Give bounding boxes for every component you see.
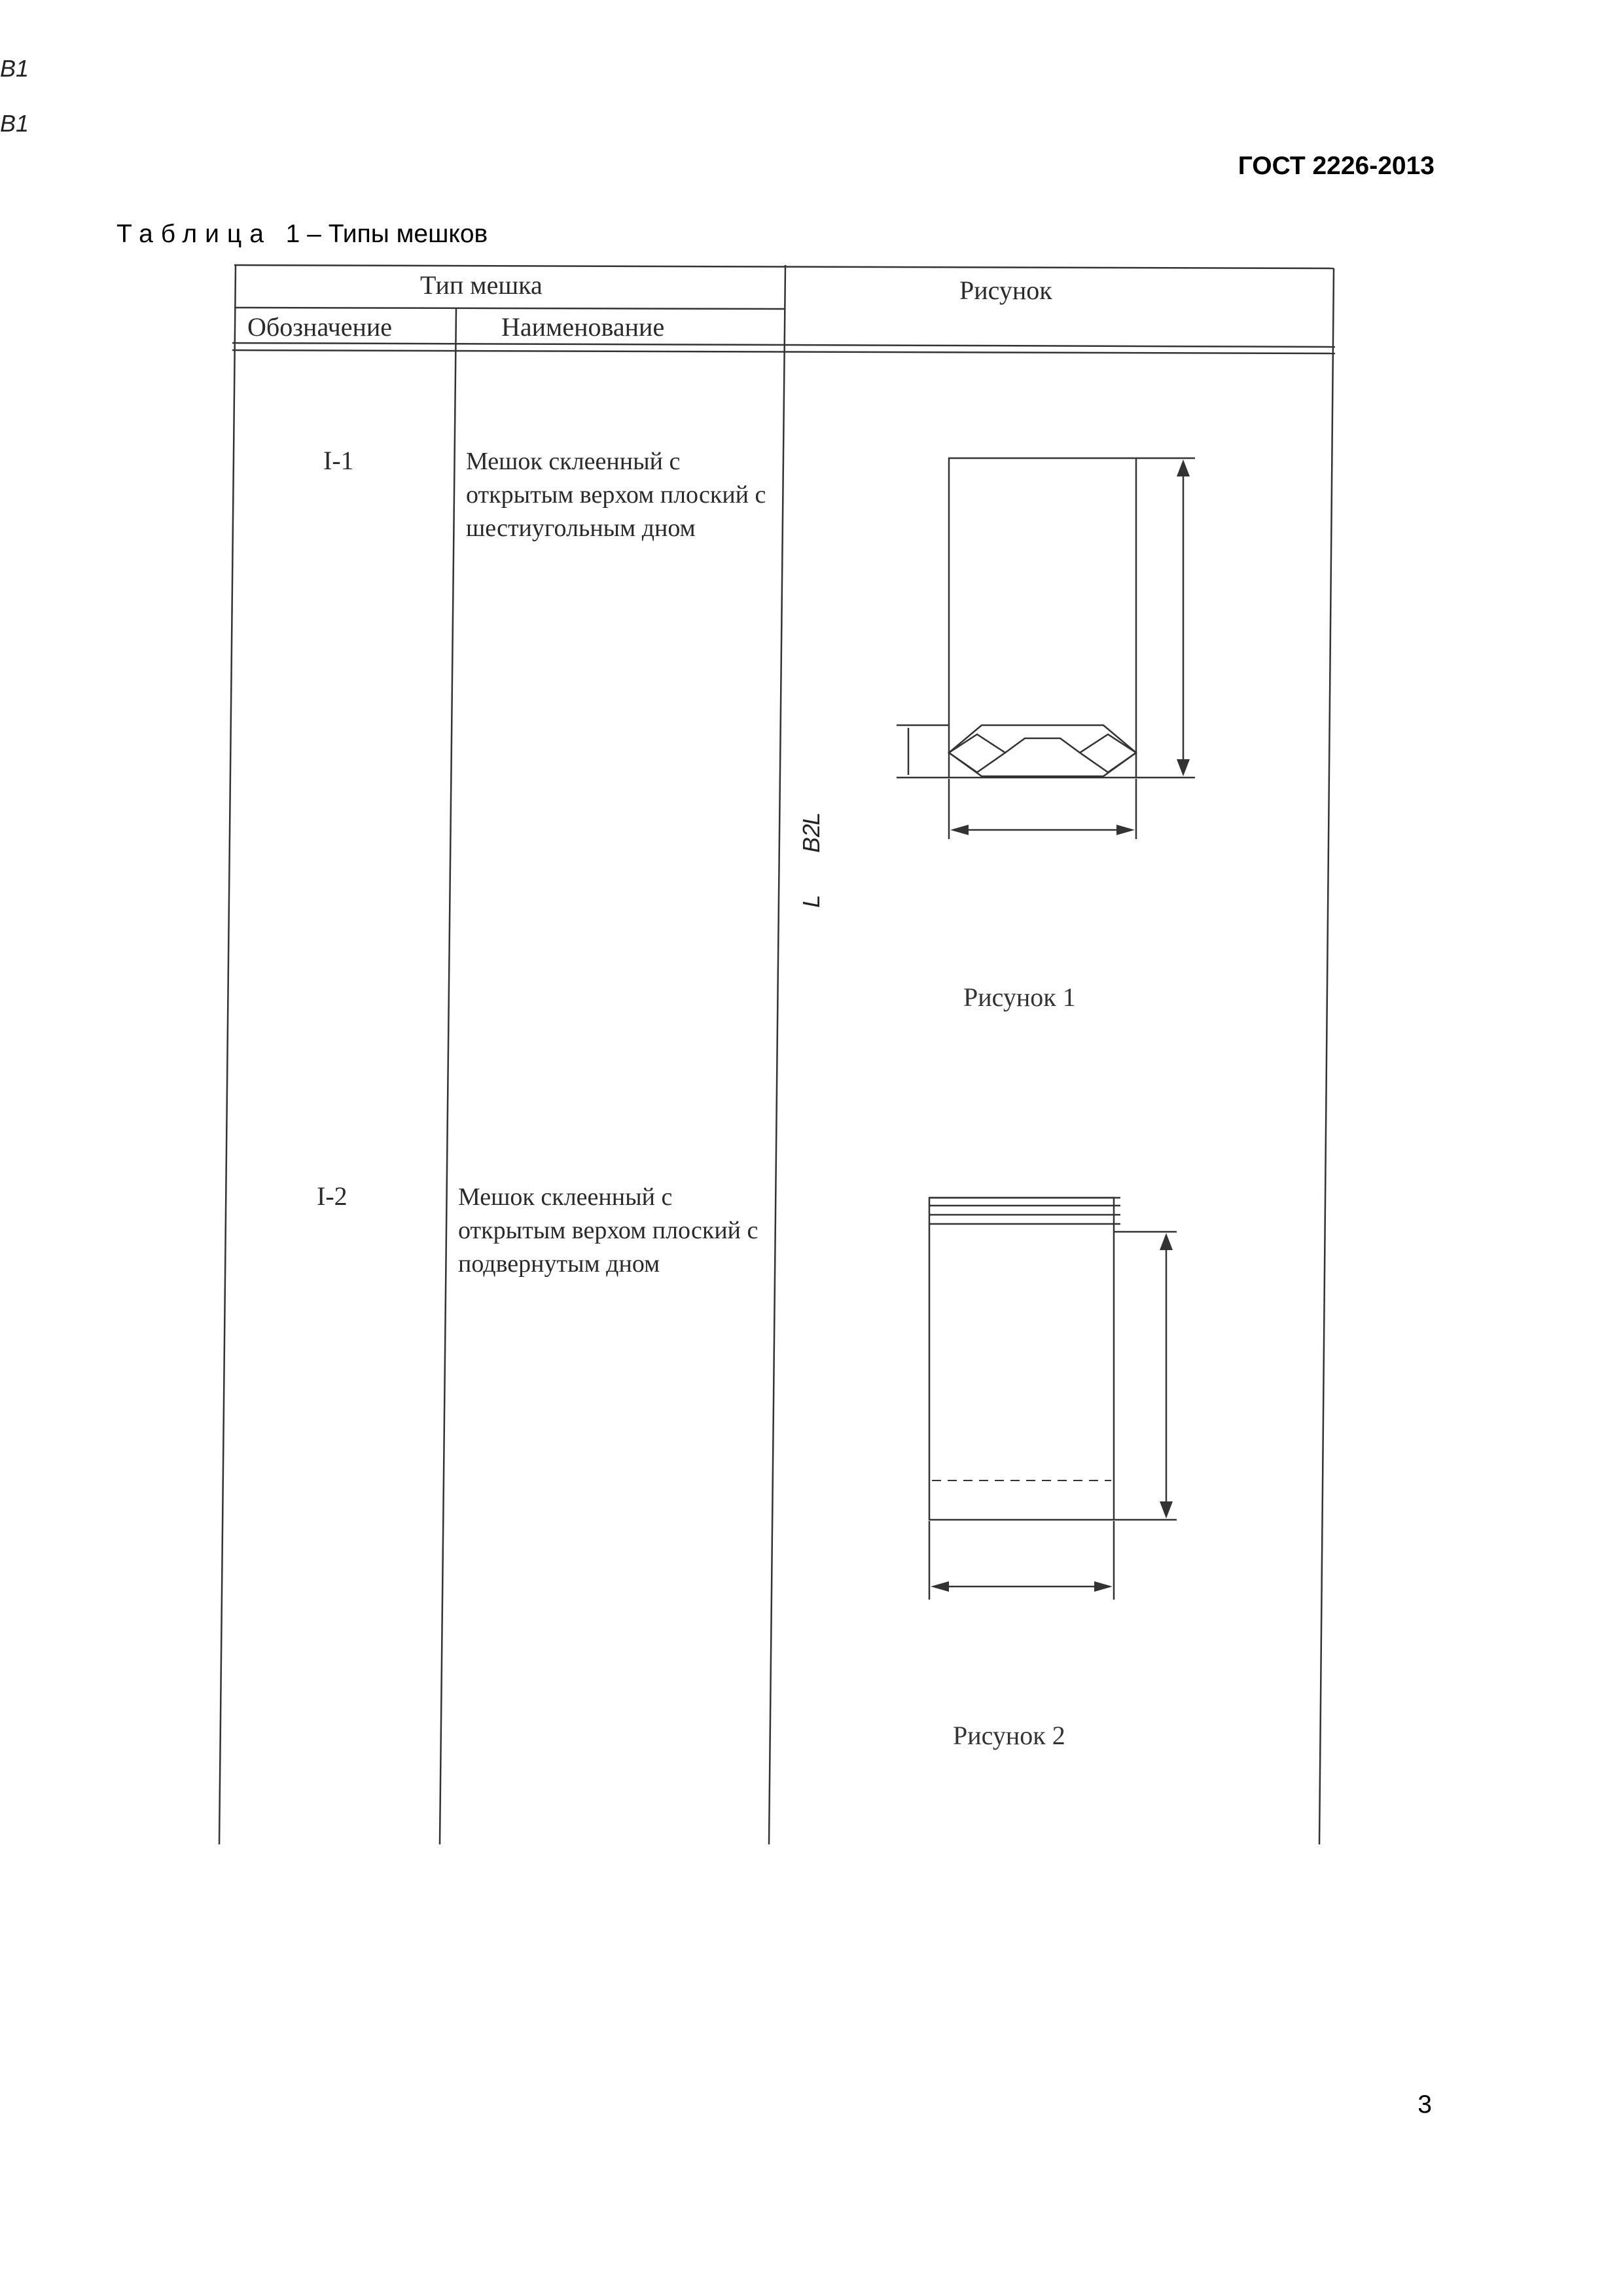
table-caption-dash: –: [307, 220, 321, 248]
row-2-designation: I-2: [317, 1181, 348, 1211]
header-figure: Рисунок: [959, 276, 1052, 305]
header-designation: Обозначение: [247, 312, 393, 342]
header-name: Наименование: [501, 312, 665, 342]
figure-2-drawing: [929, 1198, 1177, 1600]
row-2-figure-caption: Рисунок 2: [953, 1721, 1065, 1750]
row-1-figure-caption: Рисунок 1: [963, 982, 1076, 1012]
table-caption-prefix: Таблица: [116, 220, 272, 248]
row-1-dim-bottom: B2: [798, 823, 825, 853]
header-bag-type: Тип мешка: [420, 270, 543, 300]
row-1-name: Мешок склеенный с открытым верхом плоский с шестиугольным дном: [466, 448, 766, 542]
table-caption-title: Типы мешков: [328, 220, 488, 248]
row-1-dim-length: L: [798, 812, 825, 825]
table-caption-number: 1: [285, 220, 300, 248]
row-1-dim-width: B1: [0, 55, 29, 82]
row-2-dim-length: L: [798, 894, 825, 908]
row-2-name: Мешок склеенный с открытым верхом плоский с подвернутым дном: [458, 1183, 758, 1278]
row-2-dim-width: B1: [0, 110, 29, 137]
page-number: 3: [1418, 2090, 1432, 2119]
document-code: ГОСТ 2226-2013: [1238, 152, 1435, 180]
row-1-designation: I-1: [323, 446, 354, 475]
figure-1-drawing: [897, 458, 1195, 839]
